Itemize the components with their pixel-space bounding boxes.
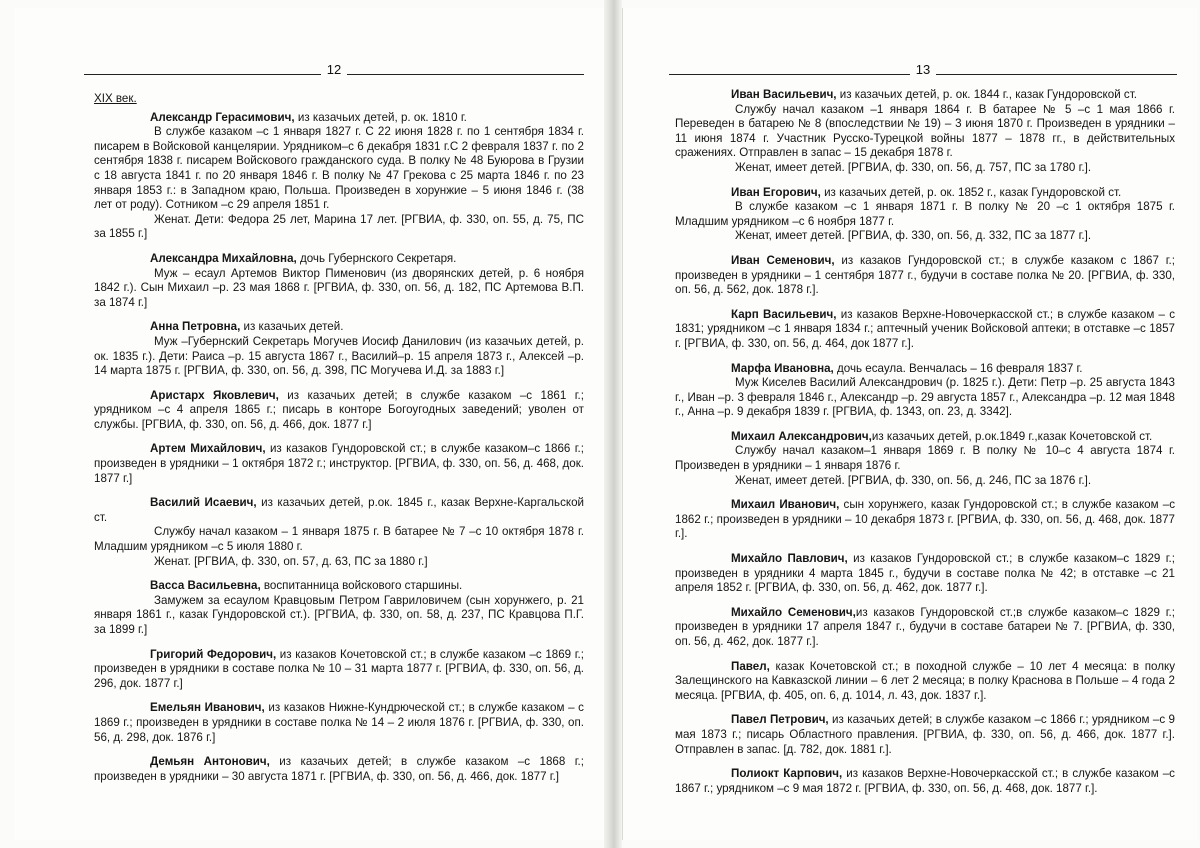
entry-first-paragraph bbox=[675, 430, 1175, 445]
entry-text: из казачьих детей. bbox=[240, 320, 344, 334]
entry-first-paragraph bbox=[94, 648, 584, 692]
entry-first-paragraph bbox=[94, 442, 584, 486]
entry-paragraph bbox=[675, 161, 1175, 176]
entry-first-paragraph bbox=[675, 88, 1175, 103]
right-page-header bbox=[669, 60, 1177, 78]
right-page bbox=[622, 8, 1197, 840]
biography-entry bbox=[94, 496, 584, 569]
person-name: Карп Васильевич, bbox=[731, 307, 837, 321]
biography-entry bbox=[94, 648, 584, 692]
biography-entry bbox=[94, 111, 584, 242]
entry-text: Женат, имеет детей. [РГВИА, ф. 330, оп. 56, д. 246, ПС за 1876 г.]. bbox=[735, 473, 1092, 487]
entry-text: дочь есаула. Венчалась – 16 февраля 1837 г. bbox=[833, 361, 1083, 375]
entry-first-paragraph bbox=[675, 498, 1175, 542]
person-name: Анна Петровна, bbox=[150, 320, 241, 334]
entry-paragraph bbox=[94, 594, 584, 638]
entry-list bbox=[675, 88, 1175, 796]
entry-text: из казаков Кочетовской ст.; в службе казаком –с 1869 г.; произведен в урядники в составе полка № 10 – 31 марта 1877 г. [РГВИА, ф. 330, оп. 56, д. 296, док. 1877 г.] bbox=[94, 647, 584, 690]
person-name: Василий Исаевич, bbox=[150, 496, 257, 510]
entry-paragraph bbox=[675, 444, 1175, 473]
person-name: Александр Герасимович, bbox=[150, 110, 295, 124]
biography-entry bbox=[94, 701, 584, 745]
entry-text: из казачьих детей, р. ок. 1844 г., казак Гундоровской ст. bbox=[836, 88, 1137, 101]
biography-entry bbox=[94, 442, 584, 486]
entry-text: из казаков Гундоровской ст.;в службе казаком–с 1829 г.; произведен в урядники 17 апреля 1847 г., будучи в составе батареи № 7. [РГВИА, ф. 330, оп. 56, д. 462, док. 1877 г.]. bbox=[675, 605, 1175, 648]
person-name: Михайло Семенович, bbox=[731, 605, 856, 619]
entry-text: из казаков Верхне-Новочеркасской ст.; в службе казаком –с 1867 г.; урядником –с 9 мая 1872 г. [РГВИА, ф. 330, оп. 56, д. 468, док. 1877 г.]. bbox=[675, 767, 1175, 795]
entry-first-paragraph bbox=[675, 308, 1175, 352]
entry-text: из казаков Нижне-Кундрюческой ст.; в службе казаком – с 1869 г.; произведен в урядники в составе полка № 14 – 2 июля 1876 г. [РГВИА, ф. 330, оп. 56, д. 298, док. 1876 г.] bbox=[94, 701, 584, 744]
entry-first-paragraph bbox=[675, 606, 1175, 650]
entry-paragraph bbox=[675, 103, 1175, 161]
entry-text: Муж – есаул Артемов Виктор Пименович (из дворянских детей, р. 6 ноября 1842 г.). Сын Михаил –р. 23 мая 1868 г. [РГВИА, ф. 330, оп. 56, д. 182, ПС Артемова В.П. за 1874 г.] bbox=[94, 266, 584, 309]
entry-text: из казачьих детей; в службе казаком –с 1861 г.; урядником –с 4 апреля 1865 г.; писарь в конторе Богоугодных заведений; уволен от службы. [РГВИА, ф. 330, оп. 56, д. 466, док. 1877 г.] bbox=[94, 388, 584, 431]
entry-paragraph bbox=[675, 474, 1175, 489]
entry-text: сын хорунжего, казак Гундоровской ст.; в службе казаком –с 1862 г.; произведен в урядники – 10 декабря 1873 г. [РГВИА, ф. 330, оп. 56, д. 468, док. 1877 г.]. bbox=[675, 498, 1175, 541]
biography-entry bbox=[675, 186, 1175, 244]
person-name: Емельян Иванович, bbox=[150, 701, 265, 715]
entry-text: из казаков Гундоровской ст.; в службе казаком–с 1866 г.; произведен в урядники – 1 октября 1872 г.; инструктор. [РГВИА, ф. 330, оп. 56, д. 468, док. 1877 г.] bbox=[94, 442, 584, 485]
entry-first-paragraph bbox=[675, 362, 1175, 377]
entry-text: Женат. Дети: Федора 25 лет, Марина 17 лет. [РГВИА, ф. 330, оп. 55, д. 75, ПС за 1855 г.] bbox=[94, 212, 584, 241]
header-rule bbox=[84, 74, 321, 75]
entry-text: из казаков Гундоровской ст.; в службе казаком с 1867 г.; произведен в урядники – 1 сентября 1877 г., будучи в составе полка № 20. [РГВИА, ф. 330, оп. 56, д. 562, док. 1878 г.]. bbox=[675, 253, 1175, 297]
person-name: Полиокт Карпович, bbox=[731, 767, 843, 781]
book-gutter bbox=[604, 0, 622, 848]
header-rule bbox=[669, 74, 910, 75]
biography-entry bbox=[675, 362, 1175, 420]
entry-text: Службу начал казаком – 1 января 1875 г. В батарее № 7 –с 10 октября 1878 г. Младшим урядником –с 5 июля 1880 г. bbox=[94, 525, 584, 554]
entry-list bbox=[94, 111, 584, 785]
biography-entry bbox=[675, 308, 1175, 352]
person-name: Аристарх Яковлевич, bbox=[150, 388, 279, 402]
entry-text: Муж Киселев Василий Александрович (р. 1825 г.). Дети: Петр –р. 25 августа 1843 г., Иван –р. 3 февраля 1846 г., Александр –р. 29 августа 1857 г., Александра –р. 12 мая 1848 г., Анна –р. 9 декабря 1839 г. [РГВИА, ф. 1343, оп. 23, д. 3342]. bbox=[675, 376, 1175, 419]
entry-first-paragraph bbox=[675, 254, 1175, 298]
section-heading: XIX век. bbox=[94, 92, 137, 105]
entry-paragraph bbox=[675, 376, 1175, 420]
entry-paragraph bbox=[94, 555, 584, 570]
page-number: 12 bbox=[326, 61, 342, 77]
person-name: Артем Михайлович, bbox=[150, 442, 266, 456]
biography-entry bbox=[94, 389, 584, 433]
entry-first-paragraph bbox=[94, 389, 584, 433]
biography-entry bbox=[675, 498, 1175, 542]
entry-first-paragraph bbox=[94, 320, 584, 335]
page-number: 13 bbox=[915, 61, 931, 77]
entry-text: из казачьих детей; в службе казаком –с 1866 г.; урядником –с 9 мая 1873 г.; писарь Областного правления. [РГВИА, ф. 330, оп. 56, д. 466, док. 1877 г.]. Отправлен в запас. [д. 782, док. 1881 г.]. bbox=[675, 713, 1176, 756]
person-name: Михайло Павлович, bbox=[731, 552, 848, 566]
entry-text: казак Кочетовской ст.; в походной службе – 10 лет 4 месяца: в полку Залещинского на Кавказской линии – 6 лет 2 месяца; в полку Краснова в Польше – 4 года 2 месяца. [РГВИА, ф. 405, оп. 6, д. 1014, л. 43, док. 1837 г.]. bbox=[675, 659, 1175, 702]
entry-paragraph bbox=[94, 335, 584, 379]
entry-first-paragraph bbox=[94, 755, 584, 784]
biography-entry bbox=[675, 660, 1175, 704]
person-name: Марфа Ивановна, bbox=[731, 361, 834, 375]
biography-entry bbox=[675, 430, 1175, 488]
header-rule bbox=[347, 74, 584, 75]
entry-paragraph bbox=[675, 229, 1175, 244]
entry-text: из казачьих детей, р. ок. 1852 г., казак Гундоровской ст. bbox=[820, 185, 1122, 199]
biography-entry bbox=[675, 254, 1175, 298]
biography-entry bbox=[675, 767, 1175, 796]
left-page bbox=[14, 8, 605, 840]
entry-text: из казачьих детей, р. ок. 1810 г. bbox=[294, 110, 467, 124]
entry-text: Женат, имеет детей. [РГВИА, ф. 330, оп. 56, д. 332, ПС за 1877 г.]. bbox=[735, 229, 1092, 243]
biography-entry bbox=[675, 606, 1175, 650]
biography-entry bbox=[94, 320, 584, 378]
entry-text: В службе казаком –с 1 января 1871 г. В полку № 20 –с 1 октября 1875 г. Младшим урядником –с 6 ноября 1877 г. bbox=[675, 200, 1175, 228]
entry-first-paragraph bbox=[94, 252, 584, 267]
entry-text: В службе казаком –с 1 января 1827 г. С 22 июня 1828 г. по 1 сентября 1834 г. писарем в Войсковой канцелярии. Урядником–с 6 декабря 1831 г.С 2 февраля 1837 г. по 2 сентября 1838 г. писарем Войскового гражданского суда. В полку № 48 Буюрова в Грузии с 18 августа 1841 г. по 20 января 1846 г. В полку № 47 Грекова с 25 марта 1846 г. по 23 января 1853 г.: в Западном краю, Польша. Произведен в хорунжие – 5 июня 1846 г. (38 лет от роду). Сотником –с 29 апреля 1851 г. bbox=[94, 125, 584, 212]
entry-paragraph bbox=[675, 200, 1175, 229]
biography-entry bbox=[94, 579, 584, 637]
person-name: Павел Петрович, bbox=[731, 713, 829, 727]
entry-first-paragraph bbox=[675, 660, 1175, 704]
biography-entry bbox=[675, 713, 1175, 757]
entry-text: из казачьих детей; в службе казаком –с 1868 г.; произведен в урядники – 30 августа 1871 г. [РГВИА, ф. 330, оп. 56, д. 466, док. 1877 г.] bbox=[94, 755, 584, 783]
entry-text: из казачьих детей, р.ок.1849 г.,казак Кочетовской ст. bbox=[871, 429, 1153, 443]
biography-entry bbox=[94, 252, 584, 310]
person-name: Александра Михайловна, bbox=[150, 251, 297, 265]
biography-entry bbox=[94, 755, 584, 784]
entry-text: Замужем за есаулом Кравцовым Петром Гавриловичем (сын хорунжего, р. 21 января 1861 г., казак Гундоровской ст.). [РГВИА, ф. 330, оп. 58, д. 237, ПС Кравцова П.Г. за 1899 г.] bbox=[94, 593, 584, 636]
entry-paragraph bbox=[94, 267, 584, 311]
entry-first-paragraph bbox=[675, 186, 1175, 201]
person-name: Иван Егорович, bbox=[731, 185, 821, 199]
entry-first-paragraph bbox=[94, 579, 584, 594]
person-name: Михаил Иванович, bbox=[731, 498, 840, 512]
entry-first-paragraph bbox=[675, 552, 1175, 596]
entry-text: воспитанница войскового старшины. bbox=[260, 579, 463, 593]
person-name: Михаил Александрович, bbox=[731, 429, 872, 443]
person-name: Васса Васильевна, bbox=[150, 579, 261, 593]
entry-paragraph bbox=[94, 213, 584, 242]
entry-text: Муж –Губернский Секретарь Могучев Иосиф Данилович (из казачьих детей, р. ок. 1835 г.). Дети: Раиса –р. 15 августа 1867 г., Василий–р. 15 апреля 1873 г., Алексей –р. 14 марта 1875 г. [РГВИА, ф. 330, оп. 56, д. 398, ПС Могучева И.Д. за 1883 г.] bbox=[94, 334, 584, 378]
entry-first-paragraph bbox=[94, 111, 584, 126]
biography-entry bbox=[675, 552, 1175, 596]
entry-text: из казачьих детей, р.ок. 1845 г., казак Верхне-Каргальской ст. bbox=[94, 496, 585, 524]
entry-first-paragraph bbox=[675, 713, 1175, 757]
person-name: Иван Семенович, bbox=[731, 253, 835, 267]
entry-text: из казаков Гундоровской ст.; в службе казаком–с 1829 г.; произведен в урядники 4 марта 1845 г., будучи в составе полка № 42; в отставке –с 21 апреля 1852 г. [РГВИА, ф. 330, оп. 56, д. 462, док. 1877 г.]. bbox=[675, 552, 1175, 595]
entry-text: дочь Губернского Секретаря. bbox=[296, 251, 457, 265]
entry-first-paragraph bbox=[94, 701, 584, 745]
left-page-header bbox=[84, 60, 584, 78]
entry-text: Женат. [РГВИА, ф. 330, оп. 57, д. 63, ПС за 1880 г.] bbox=[154, 554, 428, 568]
entry-text: из казаков Верхне-Новочеркасской ст.; в службе казаком – с 1831; урядником –с 1 января 1834 г.; аптечный ученик Войсковой аптеки; в отставке –с 1857 г. [РГВИА, ф. 330, оп. 56, д. 464, док 1877 г.]. bbox=[675, 307, 1175, 350]
entry-paragraph bbox=[94, 125, 584, 213]
entry-first-paragraph bbox=[94, 496, 584, 525]
person-name: Иван Васильевич, bbox=[731, 88, 837, 101]
entry-paragraph bbox=[94, 525, 584, 554]
entry-text: Службу начал казаком –1 января 1864 г. В батарее № 5 –с 1 мая 1866 г. Переведен в батарею № 8 (впоследствии № 19) – 3 июня 1870 г. Произведен в урядники – 11 июня 1874 г. Участник Русско-Турецкой войны 1877 – 1878 гг., в действительных сражениях. Отправлен в запас – 15 декабря 1878 г. bbox=[675, 102, 1175, 160]
person-name: Павел, bbox=[731, 659, 770, 673]
person-name: Григорий Федорович, bbox=[150, 647, 277, 661]
left-page-body bbox=[94, 92, 584, 794]
person-name: Демьян Антонович, bbox=[150, 755, 270, 769]
entry-first-paragraph bbox=[675, 767, 1175, 796]
biography-entry bbox=[675, 88, 1175, 176]
header-rule bbox=[936, 74, 1177, 75]
entry-text: Женат, имеет детей. [РГВИА, ф. 330, оп. 56, д. 757, ПС за 1780 г.]. bbox=[735, 160, 1092, 174]
right-page-body bbox=[675, 88, 1175, 806]
entry-text: Службу начал казаком–1 января 1869 г. В полку № 10–с 4 августа 1874 г. Произведен в урядники – 1 января 1876 г. bbox=[675, 444, 1175, 473]
